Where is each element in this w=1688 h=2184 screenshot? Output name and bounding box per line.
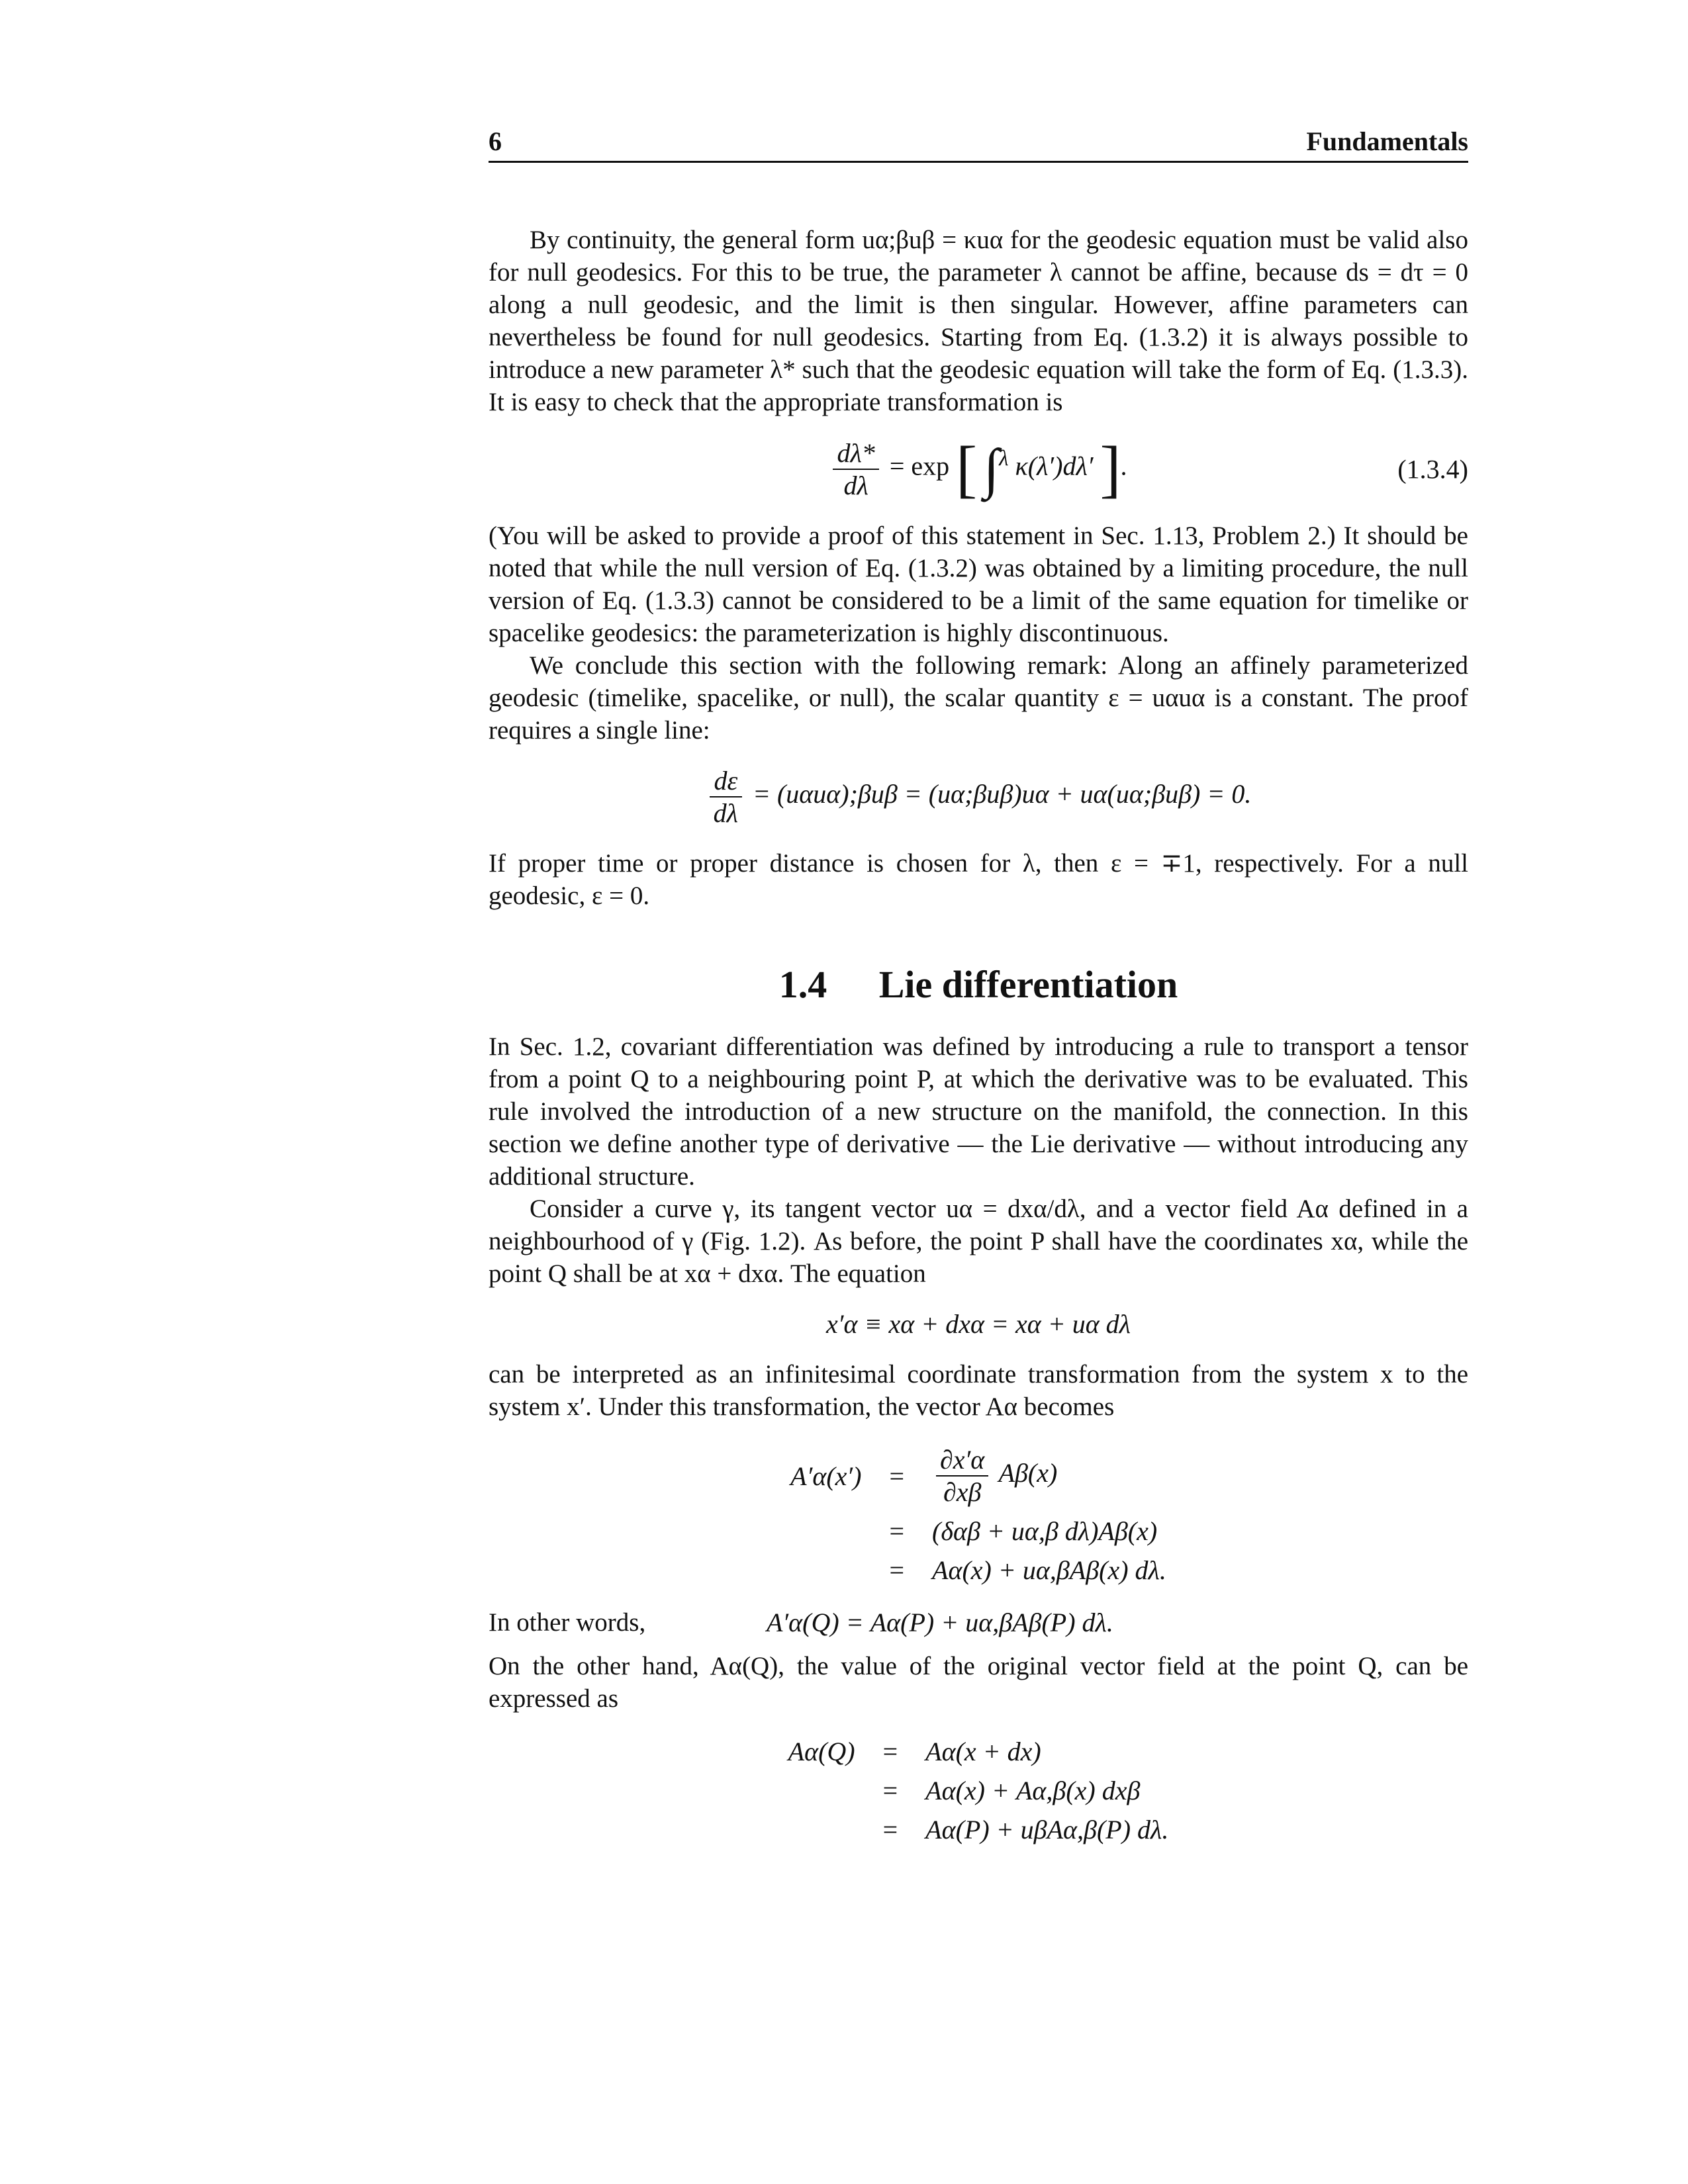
numerator: ∂x′α xyxy=(936,1444,988,1477)
equation-period: . xyxy=(1121,451,1128,481)
integral-upper-limit: λ xyxy=(999,446,1009,471)
equation-epsilon-constant xyxy=(489,765,1468,829)
lhs: A′α(x′) xyxy=(790,1461,862,1491)
equals-sign: = xyxy=(882,1815,898,1844)
equation-row xyxy=(781,1551,1176,1590)
rhs: (δαβ + uα,β dλ)Aβ(x) xyxy=(932,1516,1158,1546)
paragraph-proper-time: If proper time or proper distance is chosen for λ, then ε = ∓1, respectively. For a null geodesic, ε = 0. xyxy=(489,849,1468,910)
paragraph-proof-note: (You will be asked to provide a proof of this statement in Sec. 1.13, Problem 2.) It should be noted that while the null version of Eq. (1.3.2) was obtained by a limiting procedure, the null version of Eq. (1.3.3) cannot be considered to be a limit of the same equation for timelike or spacelike geodesics: the parameterization is highly discontinuous. xyxy=(489,522,1468,647)
equation-row xyxy=(779,1810,1178,1849)
equals-sign: = xyxy=(882,1737,898,1766)
equation-row xyxy=(779,1732,1178,1771)
equation-row xyxy=(781,1440,1176,1512)
equals-sign: = xyxy=(889,1555,905,1585)
numerator: dε xyxy=(710,765,742,797)
equation-other-words: A′α(Q) = Aα(P) + uα,βAβ(P) dλ. xyxy=(767,1608,1113,1637)
rhs: Aα(x) + uα,βAβ(x) dλ. xyxy=(932,1555,1166,1585)
left-bracket: [ xyxy=(956,433,978,504)
denominator: ∂xβ xyxy=(943,1477,982,1507)
integrand: κ(λ′)dλ′ xyxy=(1015,451,1094,481)
paragraph-null-geodesics: By continuity, the general form uα;βuβ = κuα for the geodesic equation must be valid also for null geodesics. For this to be true, the parameter λ cannot be affine, because ds = dτ = 0 along a null geodesic, and the limit is then singular. However, affine parameters can nevertheless be found for null geodesics. Starting from Eq. (1.3.2) it is always possible to introduce a new parameter λ* such that the geodesic equation will take the form of Eq. (1.3.3). It is easy to check that the appropriate transformation is xyxy=(489,226,1468,416)
section-heading xyxy=(489,962,1468,1007)
paragraph-remark: We conclude this section with the following remark: Along an affinely parameterized geodesic (timelike, spacelike, or null), the scalar quantity ε = uαuα is a constant. The proof requires a single line: xyxy=(489,651,1468,745)
equation-coordinate-transformation: x′α ≡ xα + dxα = xα + uα dλ xyxy=(825,1309,1131,1339)
denominator: dλ xyxy=(713,798,738,828)
integral-sign: ∫ xyxy=(984,438,1000,500)
running-title: Fundamentals xyxy=(1306,126,1468,156)
equation-number: (1.3.4) xyxy=(1397,454,1468,484)
equation-array-original-vector xyxy=(779,1732,1178,1849)
fraction-partial xyxy=(936,1444,988,1508)
paragraph-other-hand: On the other hand, Aα(Q), the value of the original vector field at the point Q, can be expressed as xyxy=(489,1652,1468,1713)
in-other-words-text: In other words, xyxy=(489,1608,646,1637)
rhs: Aα(x) + Aα,β(x) dxβ xyxy=(925,1776,1141,1805)
page-number: 6 xyxy=(489,126,502,156)
fraction-dlambda-star xyxy=(833,437,878,501)
section-title: Lie differentiation xyxy=(878,963,1178,1006)
page xyxy=(489,126,1468,1866)
lhs: Aα(Q) xyxy=(788,1737,855,1766)
equation-row xyxy=(779,1771,1178,1810)
paragraph-interpretation: can be interpreted as an infinitesimal coordinate transformation from the system x to the system x′. Under this transformation, the vector Aα becomes xyxy=(489,1360,1468,1421)
equation-rhs: = (uαuα);βuβ = (uα;βuβ)uα + uα(uα;βuβ) = 0. xyxy=(752,779,1252,809)
paragraph-curve: Consider a curve γ, its tangent vector uα = dxα/dλ, and a vector field Aα defined in a neighbourhood of γ (Fig. 1.2). As before, the point P shall have the coordinates xα, while the point Q shall be at xα + dxα. The equation xyxy=(489,1195,1468,1288)
rhs-rest: Aβ(x) xyxy=(998,1458,1058,1488)
paragraph-lie-intro: In Sec. 1.2, covariant differentiation was defined by introducing a rule to transport a tensor from a point Q to a neighbouring point P, at which the derivative was to be evaluated. This rule involved the introduction of a new structure on the manifold, the connection. In this section we define another type of derivative — the Lie derivative — without introducing any additional structure. xyxy=(489,1032,1468,1191)
rhs xyxy=(923,1440,1176,1512)
rhs: Aα(P) + uβAα,β(P) dλ. xyxy=(925,1815,1169,1844)
section-number: 1.4 xyxy=(778,963,827,1006)
equals-sign: = xyxy=(882,1776,898,1805)
running-header xyxy=(489,126,1468,163)
equals-sign: = xyxy=(889,1516,905,1546)
numerator: dλ* xyxy=(833,437,878,470)
rhs: Aα(x + dx) xyxy=(925,1737,1041,1766)
equation-1-3-4 xyxy=(489,433,1468,504)
denominator: dλ xyxy=(843,470,868,500)
equation-array-transformed-vector xyxy=(781,1440,1176,1590)
other-words-row xyxy=(489,1607,1468,1638)
right-bracket: ] xyxy=(1100,433,1121,504)
equals-sign: = xyxy=(889,1461,905,1491)
equation-row xyxy=(781,1512,1176,1551)
fraction-depsilon xyxy=(710,765,742,829)
exp-term: = exp xyxy=(889,451,950,481)
